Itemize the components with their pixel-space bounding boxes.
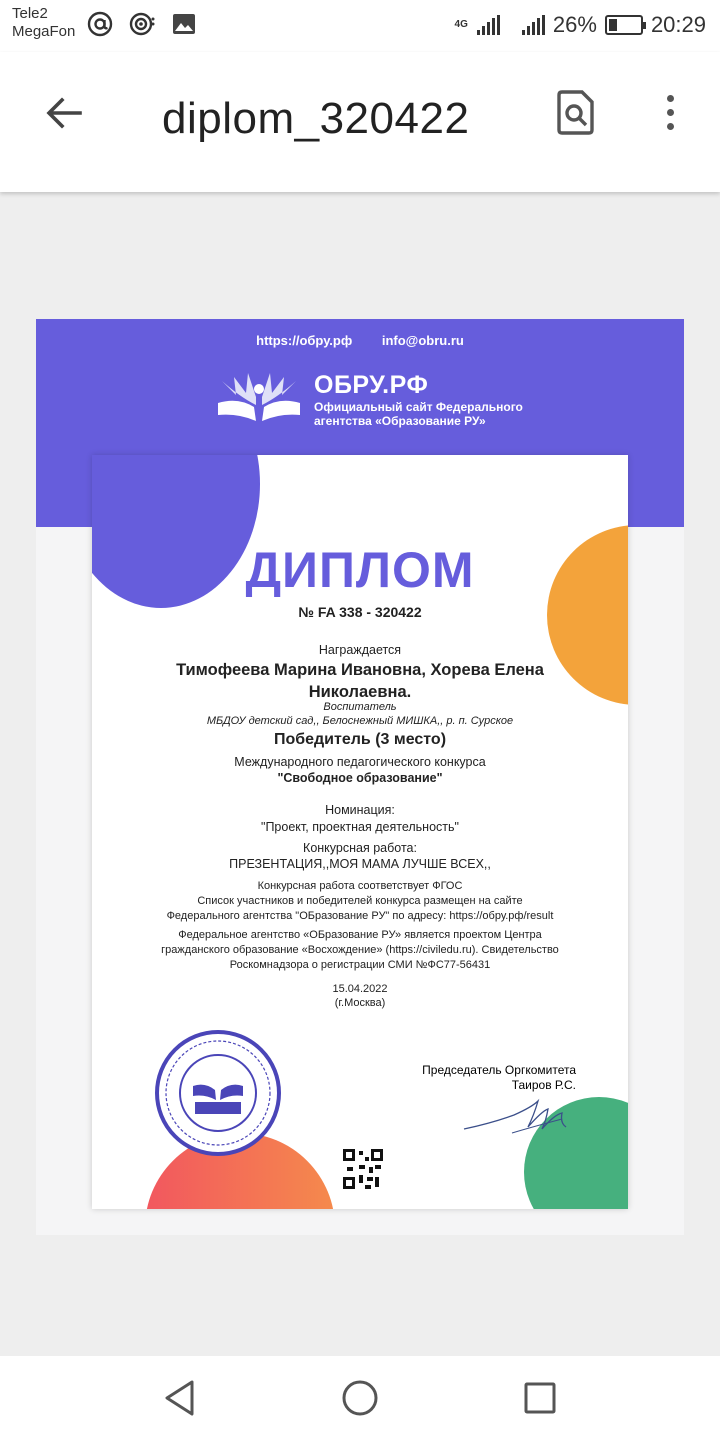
result-title: Победитель (3 место): [273, 731, 447, 748]
project-line-1: Федеральное агентство «ОБразование РУ» является проектом Центра: [178, 929, 542, 941]
brand-subtitle-1: Официальный сайт Федерального: [314, 400, 523, 414]
network-type: 4G: [454, 19, 468, 30]
diploma-heading: ДИПЛОМ: [245, 542, 475, 598]
qr-code-icon: [341, 1147, 385, 1191]
nomination-value: "Проект, проектная деятельность": [261, 820, 459, 834]
status-bar: [0, 0, 720, 52]
header-links: [36, 333, 684, 348]
document-title: diplom_320422: [162, 94, 470, 143]
clock: 20:29: [650, 12, 706, 37]
fgos-note: Конкурсная работа соответствует ФГОС: [257, 880, 463, 892]
carrier-1: Tele2: [12, 5, 48, 22]
dot: [667, 109, 674, 116]
carrier-2: MegaFon: [12, 23, 76, 40]
document-page[interactable]: [36, 319, 684, 1235]
nomination-label: Номинация:: [325, 803, 395, 817]
nav-recents-button[interactable]: [516, 1376, 564, 1420]
recipient-organization: МБДОУ детский сад,, Белоснежный МИШКА,, р. п. Сурское: [206, 715, 514, 727]
dot: [667, 95, 674, 102]
recipient-position: Воспитатель: [323, 701, 397, 713]
navigation-bar: [0, 1356, 720, 1440]
status-right: [455, 10, 706, 40]
search-in-document-button[interactable]: [550, 86, 602, 138]
triangle-back-icon: [162, 1379, 198, 1417]
issue-date: 15.04.2022: [332, 983, 388, 995]
find-in-page-icon: [556, 88, 596, 136]
image-icon: [170, 10, 198, 38]
round-stamp-icon: [153, 1028, 283, 1158]
chair-title: Председатель Оргкомитета: [422, 1063, 576, 1077]
recipient-names-line-1: Тимофеева Марина Ивановна, Хорева Елена: [176, 661, 544, 679]
brand-subtitle-2: агентства «Образование РУ»: [314, 414, 486, 428]
email-link: info@obru.ru: [381, 333, 464, 348]
back-button[interactable]: [38, 87, 90, 139]
brand-name: ОБРУ.РФ: [314, 371, 429, 399]
project-line-2: гражданского образование «Восхождение» (https://civiledu.ru). Свидетельство: [161, 944, 559, 956]
signature-block: [410, 1063, 576, 1093]
list-line-1: Список участников и победителей конкурса размещен на сайте: [197, 895, 523, 907]
dot: [667, 123, 674, 130]
handwritten-signature-icon: [462, 1093, 572, 1139]
battery-icon: [605, 15, 643, 35]
signal-icon: [477, 15, 500, 35]
bird-book-logo-icon: [214, 369, 304, 425]
diploma-number: № FA 338 - 320422: [298, 604, 422, 620]
site-link: https://обру.рф: [256, 333, 353, 348]
recipient-names: [112, 659, 608, 703]
recipient-names-line-2: Николаевна.: [308, 683, 412, 701]
app-bar: [0, 52, 720, 192]
arrow-left-icon: [44, 93, 84, 133]
awarded-label: Награждается: [318, 643, 402, 657]
circle-home-icon: [340, 1378, 380, 1418]
signal-2-icon: [522, 15, 545, 35]
battery-percent: 26%: [552, 12, 597, 37]
brand-block: [314, 371, 523, 428]
hotspot-icon: [128, 10, 156, 38]
chair-name: Таиров Р.С.: [511, 1078, 576, 1092]
project-line-3: Роскомнадзора о регистрации СМИ №ФС77-56431: [229, 959, 491, 971]
issue-city: (г.Москва): [334, 997, 386, 1009]
more-options-button[interactable]: [646, 86, 694, 138]
work-value: ПРЕЗЕНТАЦИЯ,,МОЯ МАМА ЛУЧШЕ ВСЕХ,,: [229, 857, 491, 871]
contest-line: Международного педагогического конкурса: [234, 755, 486, 769]
nav-home-button[interactable]: [336, 1376, 384, 1420]
at-sign-icon: [86, 10, 114, 38]
list-line-2: Федерального агентства "ОБразование РУ" по адресу: https://обру.рф/result: [166, 910, 554, 922]
nav-back-button[interactable]: [156, 1376, 204, 1420]
square-recents-icon: [522, 1380, 558, 1416]
carrier-names: [12, 5, 75, 41]
diploma-sheet: [92, 455, 628, 1209]
contest-name: "Свободное образование": [277, 771, 443, 785]
work-label: Конкурсная работа:: [303, 841, 417, 855]
